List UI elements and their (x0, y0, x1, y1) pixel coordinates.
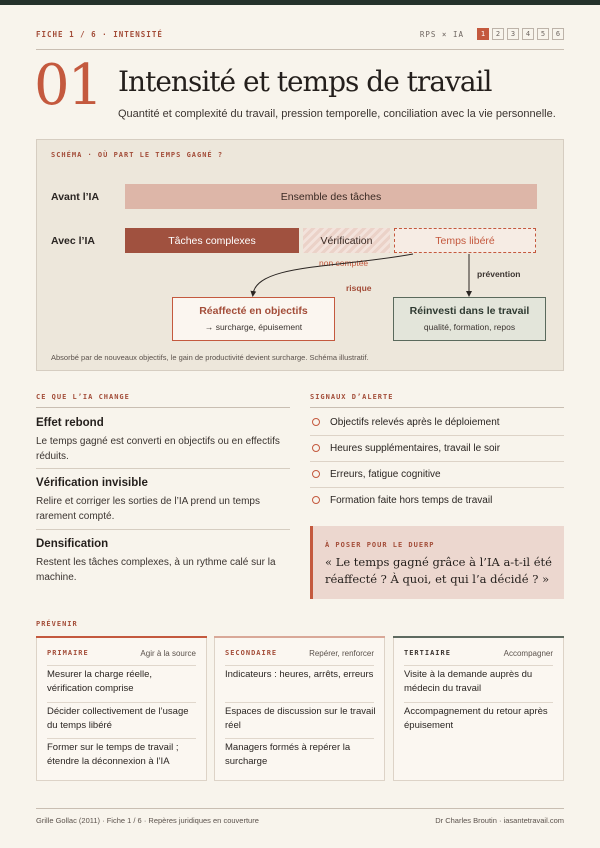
reinvested-title: Réinvesti dans le travail (409, 305, 530, 317)
card-divider (404, 665, 553, 666)
changes-divider (36, 407, 290, 408)
card-item: Espaces de discussion sur le travail réel (225, 706, 376, 731)
signal-item (310, 409, 564, 435)
signal-text: Formation faite hors temps de travail (330, 494, 493, 506)
signal-text: Erreurs, fatigue cognitive (330, 468, 441, 480)
signals-divider (310, 407, 564, 408)
reaffected-subtitle: → surcharge, épuisement (204, 322, 303, 332)
top-accent-bar (0, 0, 600, 5)
card-kind: PRIMAIRE (47, 649, 89, 657)
signals-section-label: SIGNAUX D’ALERTE (310, 393, 394, 401)
risk-label: risque (346, 283, 372, 293)
card-item: Visite à la demande auprès du médecin du travail (404, 669, 533, 694)
card-divider (47, 738, 196, 739)
circle-icon (312, 444, 320, 452)
signal-text: Objectifs relevés après le déploiement (330, 416, 500, 428)
card-header (225, 649, 374, 658)
page-button-5[interactable]: 5 (537, 28, 549, 40)
change-item (36, 477, 290, 524)
quote-label: À POSER POUR LE DUERP (325, 541, 435, 549)
card-divider (47, 665, 196, 666)
card-header (47, 649, 196, 658)
change-separator (36, 468, 290, 469)
circle-icon (312, 418, 320, 426)
reinvested-subtitle: qualité, formation, repos (423, 322, 516, 332)
schema-label: SCHÉMA · OÙ PART LE TEMPS GAGNÉ ? (51, 151, 224, 159)
fiche-number: 01 (34, 53, 102, 118)
footer-author: Dr Charles Broutin · iasantetravail.com (435, 816, 564, 825)
signal-text: Heures supplémentaires, travail le soir (330, 442, 501, 454)
card-accent (214, 636, 385, 638)
series-tag: RPS × IA (419, 29, 464, 39)
card-header (404, 649, 553, 658)
card-divider (225, 665, 374, 666)
footer-reference: Grille Gollac (2011) · Fiche 1 / 6 · Repères juridiques en couverture (36, 816, 259, 825)
page-nav (420, 28, 564, 40)
page-button-3[interactable]: 3 (507, 28, 519, 40)
signal-item (310, 487, 564, 513)
card-item: Former sur le temps de travail ; étendre la déconnexion à l’IA (47, 742, 179, 767)
before-ai-label: Avant l’IA (51, 191, 100, 203)
change-title: Effet rebond (36, 417, 104, 429)
card-aim: Repérer, renforcer (309, 649, 374, 658)
change-text: Relire et corriger les sorties de l’IA prend un temps rarement compté. (36, 496, 260, 522)
card-aim: Accompagner (503, 649, 553, 658)
prevention-label: prévention (477, 269, 521, 279)
page-button-1[interactable]: 1 (477, 28, 489, 40)
page-header (36, 30, 564, 44)
card-item: Accompagnement du retour après épuisement (404, 706, 548, 731)
changes-section-label: CE QUE L’IA CHANGE (36, 393, 130, 401)
change-item (36, 417, 290, 464)
card-item: Décider collectivement de l’usage du temps libéré (47, 706, 189, 731)
prevention-card-tertiary (393, 636, 564, 781)
reaffected-title: Réaffecté en objectifs (199, 305, 308, 317)
card-item: Indicateurs : heures, arrêts, erreurs (225, 669, 374, 680)
reaffected-box (172, 297, 335, 341)
prevent-section-label: PRÉVENIR (36, 620, 78, 628)
reinvested-box (393, 297, 546, 341)
card-divider (404, 702, 553, 703)
header-divider (36, 49, 564, 50)
fiche-label: FICHE 1 / 6 · INTENSITÉ (36, 30, 163, 39)
change-text: Le temps gagné est converti en objectifs ou en effectifs réduits. (36, 436, 280, 462)
page-button-2[interactable]: 2 (492, 28, 504, 40)
card-divider (47, 702, 196, 703)
card-accent (36, 636, 207, 638)
schema-panel (36, 139, 564, 371)
risk-arrow (253, 254, 413, 294)
change-item (36, 538, 290, 585)
all-tasks-text: Ensemble des tâches (280, 190, 382, 203)
page-subtitle: Quantité et complexité du travail, pression temporelle, conciliation avec la vie personnelle. (118, 108, 556, 120)
signal-item (310, 461, 564, 487)
card-divider (225, 702, 374, 703)
prevention-card-secondary (214, 636, 385, 781)
free-time-text: Temps libéré (435, 234, 495, 247)
not-counted-note: non comptée (319, 258, 369, 268)
change-title: Vérification invisible (36, 477, 148, 489)
page-title: Intensité et temps de travail (118, 65, 492, 98)
with-ai-label: Avec l’IA (51, 235, 95, 247)
prevention-card-primary (36, 636, 207, 781)
page-button-6[interactable]: 6 (552, 28, 564, 40)
complex-tasks-text: Tâches complexes (168, 234, 256, 247)
change-separator (36, 529, 290, 530)
card-item: Mesurer la charge réelle, vérification comprise (47, 669, 153, 694)
card-item: Managers formés à repérer la surcharge (225, 742, 351, 767)
verification-text: Vérification (320, 234, 373, 247)
page-button-4[interactable]: 4 (522, 28, 534, 40)
change-title: Densification (36, 538, 109, 550)
card-aim: Agir à la source (140, 649, 196, 658)
change-text: Restent les tâches complexes, à un rythme calé sur la machine. (36, 557, 276, 583)
quote-text: « Le temps gagné grâce à l’IA a-t-il été réaffecté ? À quoi, et qui l’a décidé ? » (325, 555, 552, 586)
card-divider (225, 738, 374, 739)
schema-note: Absorbé par de nouveaux objectifs, le gain de productivité devient surcharge. Schéma illustratif. (51, 353, 369, 362)
card-accent (393, 636, 564, 638)
duerp-question-box (310, 526, 564, 599)
circle-icon (312, 496, 320, 504)
footer-divider (36, 808, 564, 809)
card-kind: TERTIAIRE (404, 649, 451, 657)
signal-item (310, 435, 564, 461)
circle-icon (312, 470, 320, 478)
card-kind: SECONDAIRE (225, 649, 278, 657)
